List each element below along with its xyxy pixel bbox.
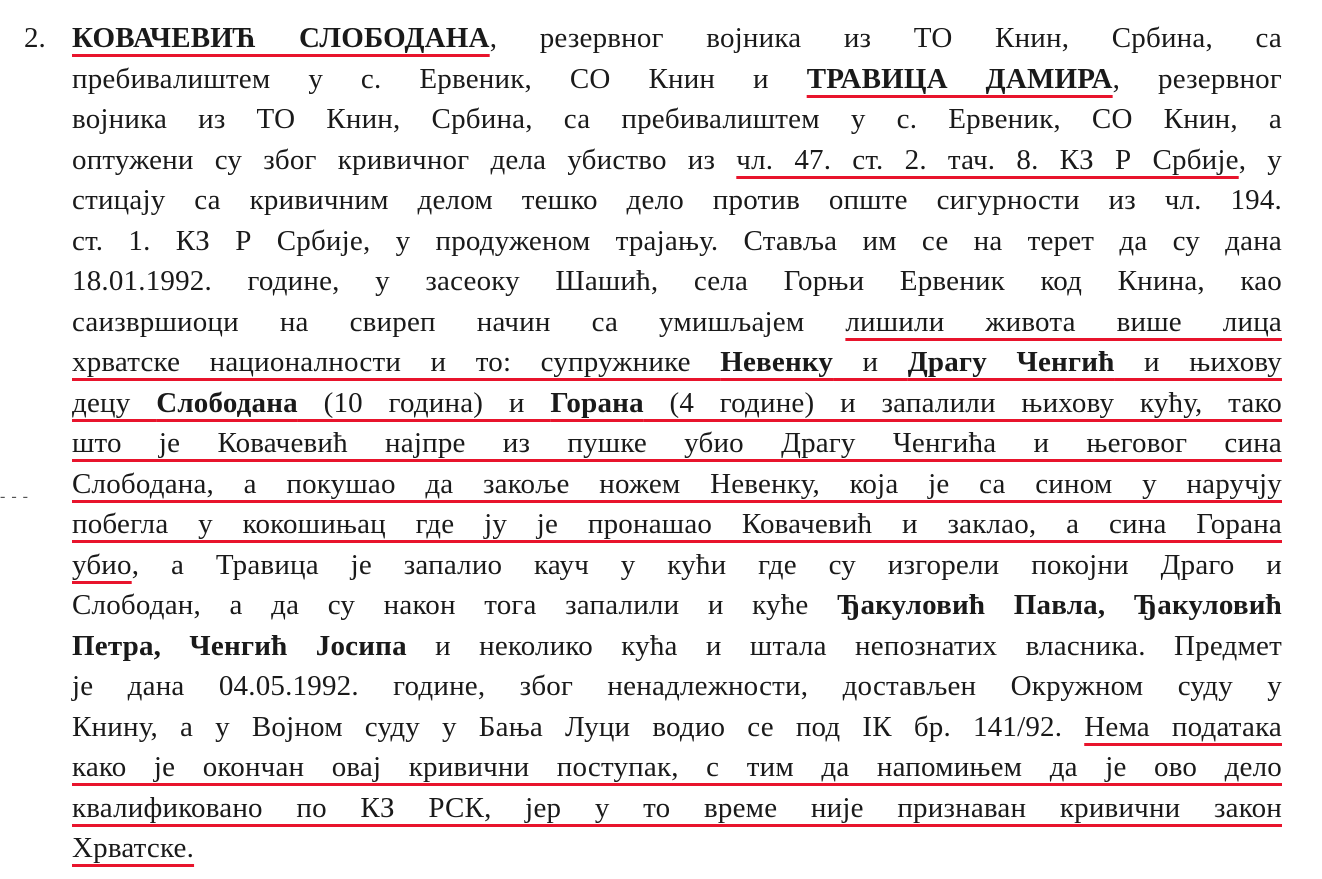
underlined-text: Нема података bbox=[1084, 710, 1282, 743]
text-line bbox=[72, 504, 1282, 544]
underlined-text: (10 година) и bbox=[297, 386, 551, 419]
text-run: Слободан, а да су након тога запалили и куће bbox=[72, 589, 838, 621]
text-line bbox=[72, 342, 1282, 382]
text-line bbox=[72, 383, 1282, 423]
paragraph-number: 2. bbox=[24, 22, 46, 54]
underlined-text: чл. 47. ст. 2. тач. 8. КЗ Р Србије bbox=[736, 143, 1239, 176]
text-line bbox=[72, 140, 1282, 180]
bold-name: Ђакуловић Павла, Ђакуловић bbox=[837, 589, 1282, 621]
text-line bbox=[72, 59, 1282, 99]
underlined-text: и bbox=[833, 346, 908, 378]
text-line bbox=[72, 221, 1282, 261]
text-line bbox=[72, 666, 1282, 706]
text-line bbox=[72, 747, 1282, 787]
text-run: 18.01.1992. године, у засеоку Шашић, села Горњи Ервеник код Книна, као bbox=[72, 265, 1282, 297]
underlined-text: Хрватске. bbox=[72, 832, 195, 864]
underlined-text: побегла у кокошињац где ју је пронашао Ковачевић и заклао, а сина Горана bbox=[72, 508, 1282, 540]
text-line bbox=[72, 545, 1282, 585]
underlined-text: (4 године) и запалили њихову кућу, тако bbox=[643, 386, 1283, 419]
margin-scan-mark: - - - bbox=[0, 488, 29, 505]
underlined-text: лишили живота више лица bbox=[845, 305, 1282, 338]
underlined-text: Невенку bbox=[720, 346, 834, 378]
text-run: саизвршиоци на свиреп начин са умишљајем bbox=[72, 305, 846, 338]
text-run: оптужени су због кривичног дела убиство из bbox=[72, 143, 737, 176]
underlined-text: квалификовано по КЗ РСК, јер у то време није признаван кривични закон bbox=[72, 791, 1282, 824]
underlined-text: хрватске националности и то: супружнике bbox=[72, 346, 721, 378]
text-run: , а Травица је запалио кауч у кући где су изгорели покојни Драго и bbox=[131, 548, 1282, 581]
underlined-text: децу bbox=[72, 386, 157, 419]
text-line bbox=[72, 423, 1282, 463]
underlined-text: Драгу Ченгић bbox=[907, 346, 1115, 378]
text-line bbox=[72, 99, 1282, 139]
underlined-text: како је окончан овај кривични поступак, с тим да напомињем да је ово дело bbox=[72, 751, 1282, 783]
underlined-text: и њихову bbox=[1114, 346, 1282, 378]
text-line bbox=[72, 626, 1282, 666]
text-line bbox=[72, 707, 1282, 747]
underlined-text: Горана bbox=[550, 386, 644, 419]
text-run: пребивалиштем у с. Ервеник, СО Книн и bbox=[72, 62, 807, 95]
text-run: , резервног војника из ТО Книн, Србина, са bbox=[489, 22, 1282, 54]
text-run: стицају са кривичним делом тешко дело против опште сигурности из чл. 194. bbox=[72, 184, 1282, 216]
underlined-text: што је Ковачевић најпре из пушке убио Драгу Ченгића и његовог сина bbox=[72, 427, 1282, 459]
bold-name: Петра, Ченгић Јосипа bbox=[72, 629, 407, 662]
text-run: ст. 1. КЗ Р Србије, у продуженом трајању. Стављa им се на терет да су дана bbox=[72, 224, 1282, 257]
text-line bbox=[72, 18, 1282, 58]
text-line bbox=[72, 464, 1282, 504]
text-run: , у bbox=[1238, 143, 1282, 176]
text-run: , резервног bbox=[1112, 62, 1282, 95]
underlined-text: КОВАЧЕВИЋ СЛОБОДАНА bbox=[72, 22, 490, 54]
text-line bbox=[72, 788, 1282, 828]
underlined-text: убио bbox=[72, 548, 132, 581]
text-line bbox=[72, 585, 1282, 625]
underlined-text: Слободана bbox=[156, 386, 298, 419]
text-line bbox=[72, 302, 1282, 342]
text-run: Книну, а у Војном суду у Бања Луци водио се под ІК бр. 141/92. bbox=[72, 710, 1085, 743]
text-run: војника из ТО Книн, Србина, са пребивалиштем у с. Ервеник, СО Книн, а bbox=[72, 103, 1282, 135]
text-line bbox=[72, 180, 1282, 220]
underlined-text: ТРАВИЦА ДАМИРА bbox=[806, 62, 1113, 95]
text-run: је дана 04.05.1992. године, због ненадлежности, достављен Окружном суду у bbox=[72, 670, 1282, 702]
text-line bbox=[72, 261, 1282, 301]
text-line bbox=[72, 828, 1282, 868]
text-run: и неколико кућа и штала непознатих власника. Предмет bbox=[406, 629, 1282, 662]
underlined-text: Слободана, а покушао да закоље ножем Невенку, која је са сином у наручју bbox=[72, 467, 1282, 500]
